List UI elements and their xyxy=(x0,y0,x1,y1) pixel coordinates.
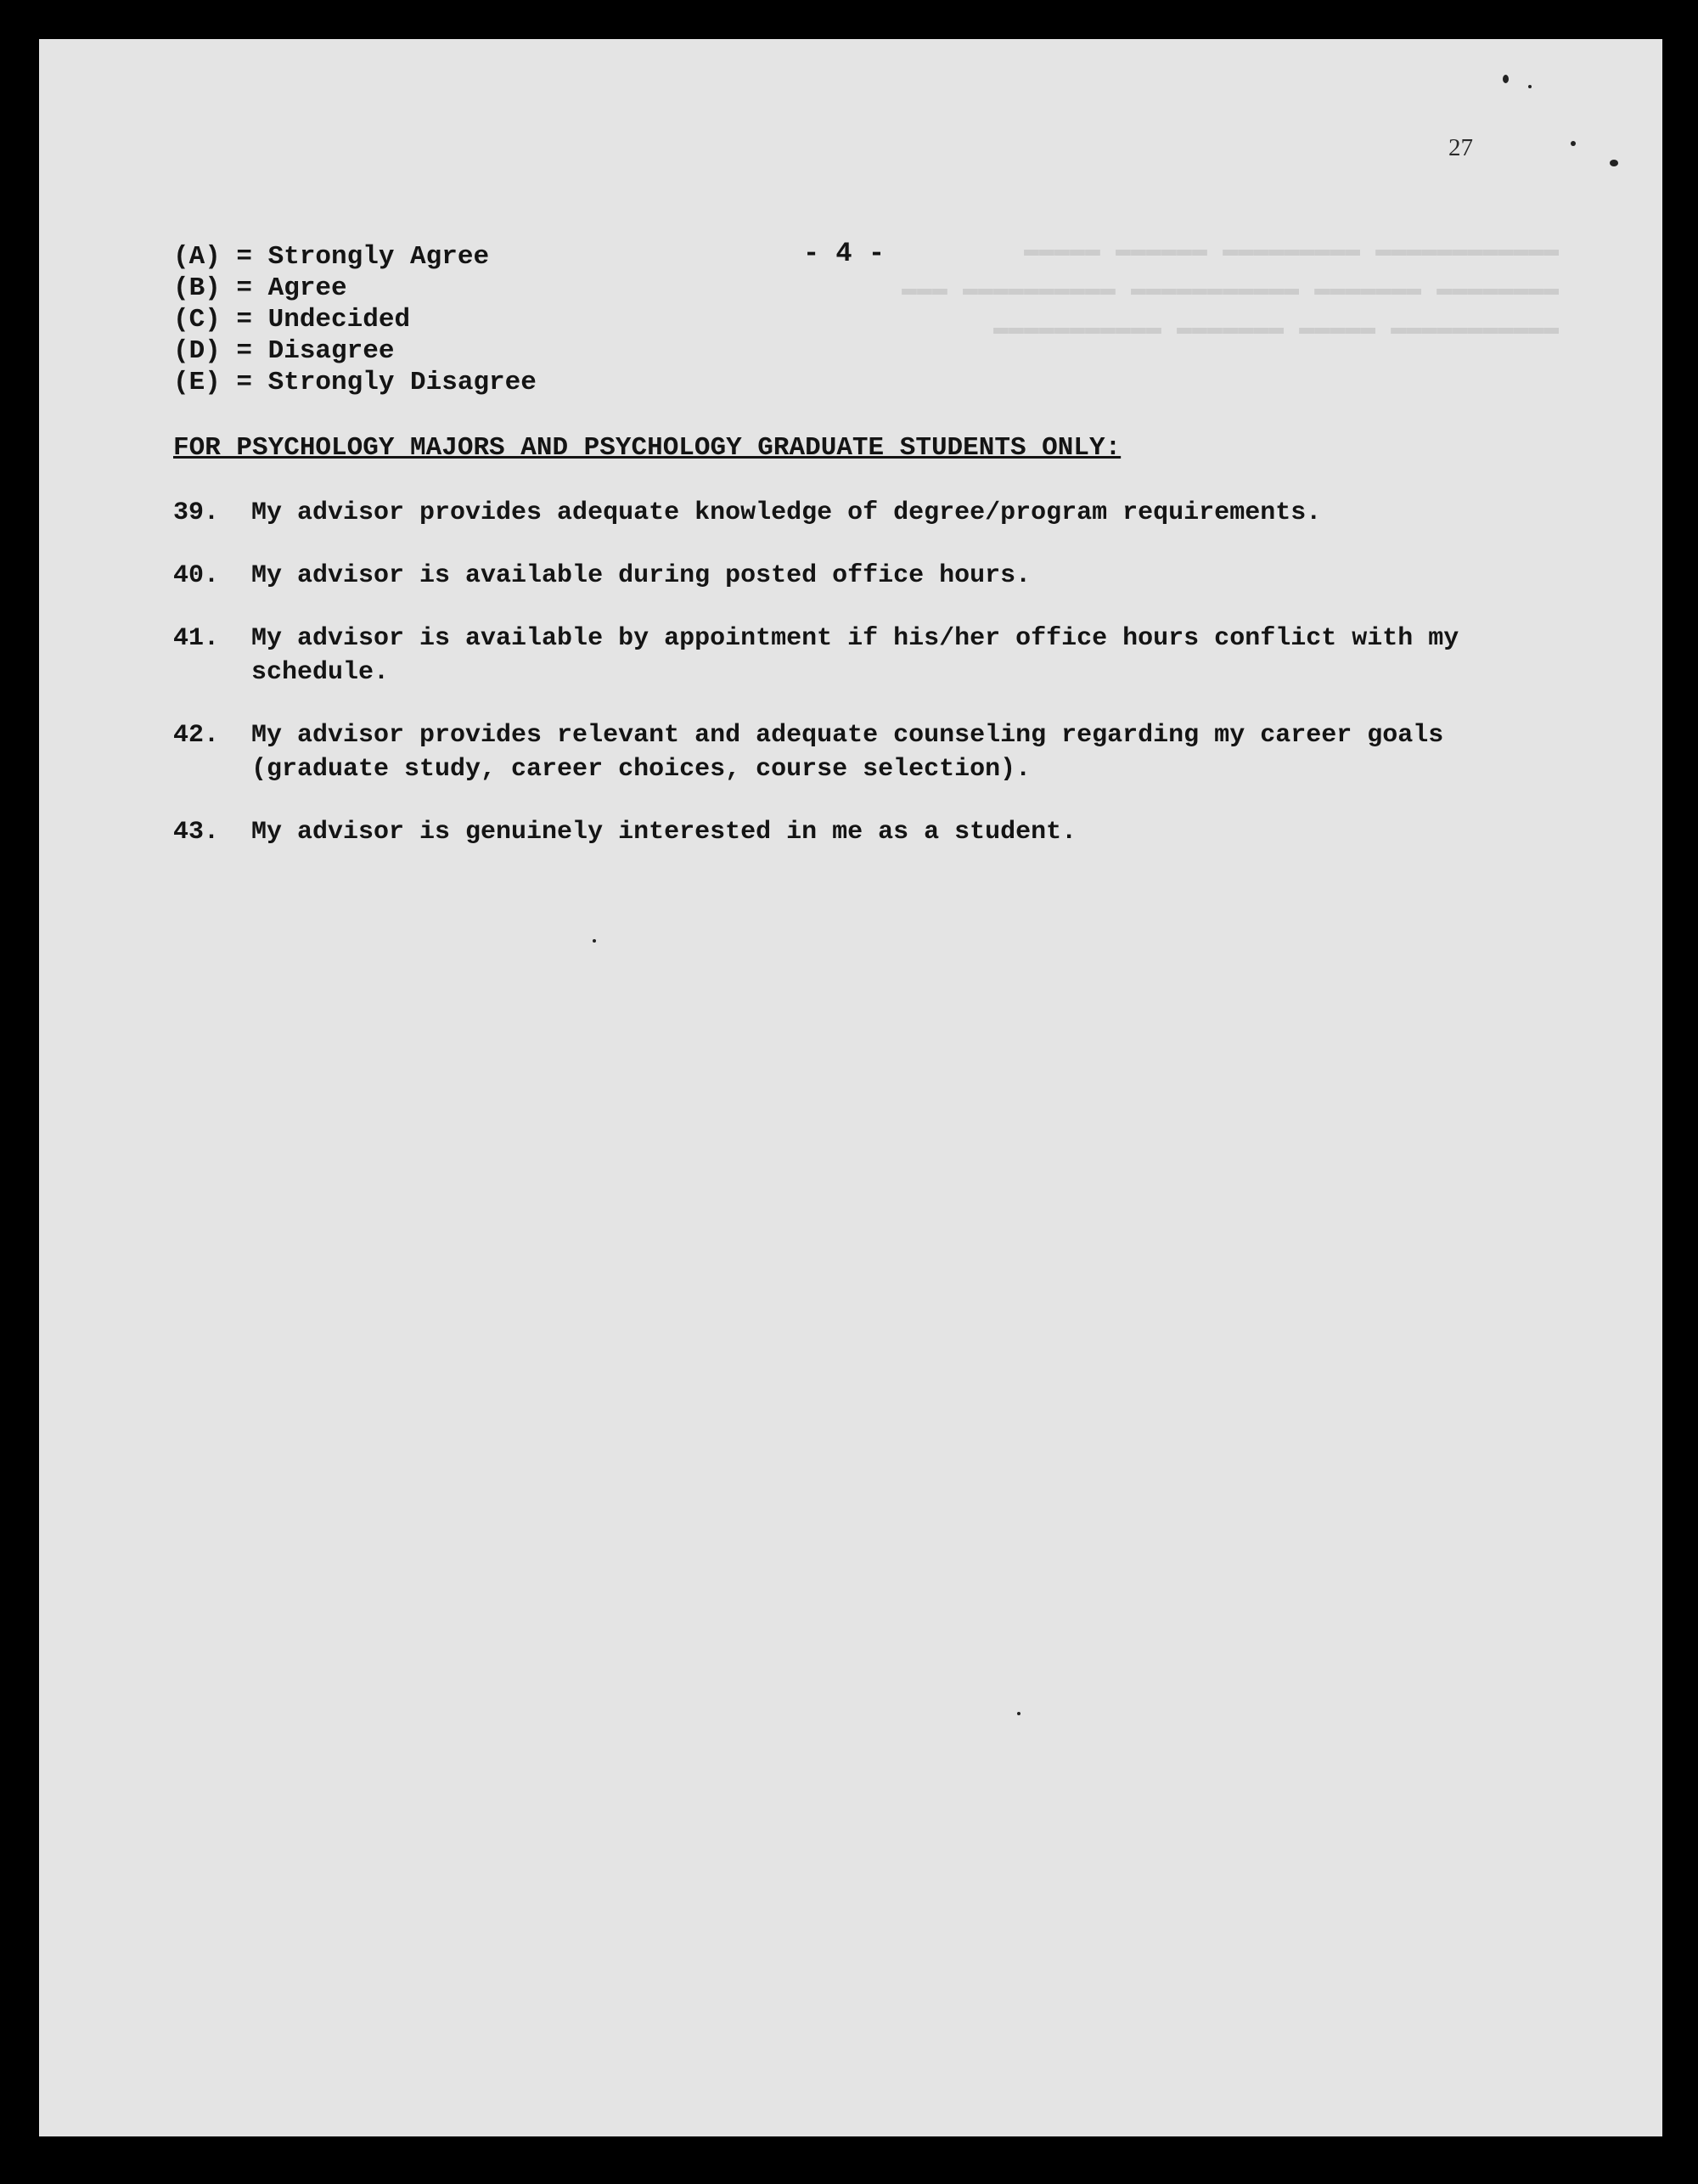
scan-speck xyxy=(1610,160,1618,166)
page-number: 27 xyxy=(1448,134,1473,161)
question-text: My advisor provides relevant and adequate counseling regarding my career goals (graduate study, career choices, course selection). xyxy=(251,721,1444,784)
sheet-number: - 4 - xyxy=(803,238,886,269)
question-text: My advisor is available during posted office hours. xyxy=(251,561,1032,590)
legend-item-a: (A) = Strongly Agree xyxy=(173,242,490,272)
document-page xyxy=(39,39,1662,2136)
question-40 xyxy=(173,559,1549,593)
legend-item-b: (B) = Agree xyxy=(173,273,347,303)
question-39 xyxy=(173,496,1549,530)
bleed-through-text: ▬▬▬▬▬▬▬▬▬▬▬▬ ▬▬▬▬▬▬▬▬▬ ▬▬▬▬▬▬ ▬▬▬▬▬ ▬▬▬▬▬▬▬▬ ▬▬▬▬▬▬▬ ▬▬▬▬▬▬▬▬▬▬▬ ▬▬▬▬▬▬▬▬▬▬ ▬▬▬ ▬▬▬▬▬▬▬▬▬▬▬ ▬▬▬▬▬ ▬▬▬▬▬▬▬ ▬▬▬▬▬▬▬▬▬▬▬ xyxy=(901,236,1559,343)
question-41 xyxy=(173,622,1549,690)
question-number: 39. xyxy=(173,498,220,527)
question-text: My advisor is genuinely interested in me as a student. xyxy=(251,818,1077,847)
question-number: 42. xyxy=(173,721,220,750)
question-number: 41. xyxy=(173,624,220,653)
question-text: My advisor provides adequate knowledge of degree/program requirements. xyxy=(251,498,1322,527)
section-heading: FOR PSYCHOLOGY MAJORS AND PSYCHOLOGY GRADUATE STUDENTS ONLY: xyxy=(173,433,1122,463)
question-text: My advisor is available by appointment if his/her office hours conflict with my schedule. xyxy=(251,624,1459,687)
question-42 xyxy=(173,718,1549,786)
legend-item-e: (E) = Strongly Disagree xyxy=(173,368,537,397)
scan-speck xyxy=(1528,85,1532,88)
question-number: 40. xyxy=(173,561,220,590)
legend-item-d: (D) = Disagree xyxy=(173,336,395,366)
scan-speck xyxy=(593,939,596,943)
response-scale-legend xyxy=(173,241,537,398)
legend-item-c: (C) = Undecided xyxy=(173,305,411,335)
scan-speck xyxy=(1017,1712,1020,1715)
scan-speck xyxy=(1503,75,1509,83)
scan-speck xyxy=(1571,141,1576,146)
question-43 xyxy=(173,815,1549,849)
question-number: 43. xyxy=(173,818,220,847)
